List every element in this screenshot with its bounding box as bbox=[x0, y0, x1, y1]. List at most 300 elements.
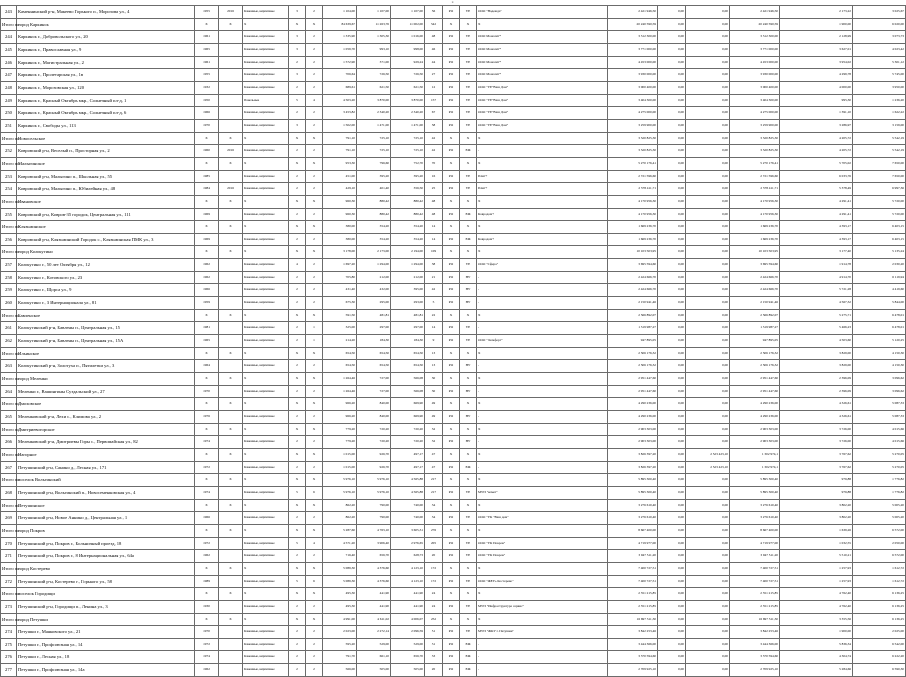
table-cell: 1 471,00 bbox=[391, 119, 425, 132]
table-cell: 4 453 000,00 bbox=[730, 56, 780, 69]
table-cell: 268 bbox=[1, 486, 17, 499]
table-cell: Х bbox=[306, 588, 323, 601]
table-cell: 3 453,82 bbox=[323, 107, 357, 120]
table-cell: 481,81 bbox=[391, 309, 425, 322]
table-cell: 10 103 503,95 bbox=[608, 246, 658, 259]
table-cell: 2 bbox=[289, 297, 306, 310]
table-cell: 4 762,40 bbox=[780, 600, 853, 613]
table-cell: 5 bbox=[289, 537, 306, 550]
table-cell: 42 bbox=[425, 132, 443, 145]
table-cell: 2 523 423,10 bbox=[686, 461, 730, 474]
table-cell: Х bbox=[306, 562, 323, 575]
table-cell: Х bbox=[219, 373, 243, 386]
table-cell: 926,70 bbox=[357, 448, 391, 461]
table-cell: Х bbox=[306, 499, 323, 512]
table-cell: 14 bbox=[425, 221, 443, 234]
table-cell: 0,00 bbox=[686, 613, 730, 626]
table-cell: Нагорное bbox=[17, 448, 195, 461]
table-cell: 0,00 bbox=[686, 588, 730, 601]
table-cell: 5 270,05 bbox=[853, 461, 906, 474]
table-cell: 0,00 bbox=[686, 284, 730, 297]
table-cell: поселок Городищи bbox=[17, 588, 195, 601]
table-cell: 34 bbox=[425, 512, 443, 525]
table-cell: 257 bbox=[1, 259, 17, 272]
table-cell: РО bbox=[443, 56, 460, 69]
table-cell: ООО "УК Покров" bbox=[477, 550, 608, 563]
table-cell: 0,00 bbox=[658, 170, 686, 183]
subtotal-row bbox=[1, 309, 906, 322]
table-cell: НУ bbox=[460, 271, 477, 284]
table-cell: Х bbox=[289, 221, 306, 234]
table-cell bbox=[219, 638, 243, 651]
table-cell: 3 842 253,46 bbox=[608, 626, 658, 639]
table-cell: 4 762,40 bbox=[780, 588, 853, 601]
table-row bbox=[1, 436, 906, 449]
table-cell: 2 bbox=[306, 284, 323, 297]
table-cell: Петушки г., Лесная ул., 18 bbox=[17, 651, 195, 664]
table-cell: Х bbox=[306, 246, 323, 259]
table-row bbox=[1, 486, 906, 499]
table-cell: 1 bbox=[306, 335, 323, 348]
table-cell: НУ bbox=[460, 411, 477, 424]
table-cell: 3 726,00 bbox=[780, 423, 853, 436]
table-cell: 5 721,28 bbox=[780, 284, 853, 297]
table-cell: 295,00 bbox=[357, 297, 391, 310]
table-cell: Каменные, кирпичные bbox=[243, 284, 289, 297]
table-cell: 0,00 bbox=[686, 600, 730, 613]
table-cell: 4 419,60 bbox=[853, 284, 906, 297]
table-cell: 2 bbox=[289, 107, 306, 120]
table-cell: 2 721 596,60 bbox=[608, 170, 658, 183]
table-cell: Х bbox=[219, 347, 243, 360]
table-cell: УЕ bbox=[460, 107, 477, 120]
table-cell: 2 bbox=[306, 638, 323, 651]
table-cell: Х bbox=[460, 613, 477, 626]
table-cell: 2 bbox=[289, 183, 306, 196]
table-cell: 3 870,00 bbox=[357, 94, 391, 107]
table-cell: Х bbox=[243, 221, 289, 234]
table-body bbox=[1, 6, 906, 677]
table-cell: 0,00 bbox=[658, 221, 686, 234]
table-cell: 1955 bbox=[195, 69, 219, 82]
table-cell: 70 bbox=[425, 157, 443, 170]
table-cell: 16 697 311,30 bbox=[608, 613, 658, 626]
table-cell: РО bbox=[443, 6, 460, 19]
table-cell: 0,00 bbox=[686, 322, 730, 335]
table-cell: 2 903 303,00 bbox=[730, 436, 780, 449]
table-cell: Каменные, кирпичные bbox=[243, 233, 289, 246]
table-cell: 4 290 236,00 bbox=[608, 411, 658, 424]
table-cell: 2 506 176,32 bbox=[608, 347, 658, 360]
table-cell bbox=[219, 56, 243, 69]
table-cell: РО bbox=[443, 550, 460, 563]
table-cell: 654,50 bbox=[357, 360, 391, 373]
table-cell: Каменные, кирпичные bbox=[243, 69, 289, 82]
table-cell: 3 000 400,00 bbox=[608, 81, 658, 94]
table-cell: 2 bbox=[289, 651, 306, 664]
table-cell: Кольчугинский р-н, Золотуха п., Пятилетки ул., 3 bbox=[17, 360, 195, 373]
table-cell: Х bbox=[306, 474, 323, 487]
table-cell: город Каркинск bbox=[17, 18, 195, 31]
table-cell: 0,00 bbox=[686, 81, 730, 94]
table-cell: 0,00 bbox=[686, 69, 730, 82]
table-cell: 725,10 bbox=[357, 132, 391, 145]
table-cell: Итого по bbox=[1, 246, 17, 259]
table-cell: УЕ bbox=[460, 537, 477, 550]
table-cell: Х bbox=[306, 195, 323, 208]
table-cell: 3 695 594,60 bbox=[730, 259, 780, 272]
table-cell: Каменные, кирпичные bbox=[243, 259, 289, 272]
table-cell: Каменные, кирпичные bbox=[243, 145, 289, 158]
table-cell: Х bbox=[243, 474, 289, 487]
table-cell: 5 284,66 bbox=[780, 664, 853, 677]
table-cell: 2 bbox=[306, 43, 323, 56]
table-cell: 217 bbox=[425, 474, 443, 487]
table-cell: Х bbox=[306, 132, 323, 145]
table-cell: 2 bbox=[289, 322, 306, 335]
table-cell: 270 bbox=[1, 537, 17, 550]
table-cell: 621,50 bbox=[357, 81, 391, 94]
table-cell: 0,00 bbox=[686, 271, 730, 284]
table-cell bbox=[219, 119, 243, 132]
subtotal-row bbox=[1, 613, 906, 626]
table-cell: 250 bbox=[1, 107, 17, 120]
table-cell: 5 844,00 bbox=[853, 297, 906, 310]
table-cell: 5 510,21 bbox=[780, 550, 853, 563]
table-cell: Х bbox=[195, 588, 219, 601]
table-cell: 0,00 bbox=[658, 474, 686, 487]
table-cell: 0,00 bbox=[658, 398, 686, 411]
table-cell: 7 650,00 bbox=[853, 157, 906, 170]
table-cell: 1969 bbox=[195, 208, 219, 221]
table-cell: Кольчугино г., 3 Интернационала ул., 81 bbox=[17, 297, 195, 310]
table-cell: 706,64 bbox=[323, 69, 357, 82]
table-cell: 2 bbox=[306, 664, 323, 677]
table-cell: 251 bbox=[1, 119, 17, 132]
table-cell: 212,00 bbox=[391, 271, 425, 284]
table-cell: - bbox=[477, 664, 608, 677]
table-cell: 1 669 236,70 bbox=[730, 221, 780, 234]
table-cell bbox=[219, 208, 243, 221]
table-cell: 5 bbox=[289, 575, 306, 588]
table-cell: Х bbox=[460, 499, 477, 512]
table-cell: 1 016,00 bbox=[391, 31, 425, 44]
table-cell: 6 136,25 bbox=[853, 613, 906, 626]
table-cell: 4 150,30 bbox=[853, 360, 906, 373]
table-cell: Х bbox=[243, 309, 289, 322]
table-cell: Х bbox=[460, 132, 477, 145]
table-cell: Х bbox=[243, 448, 289, 461]
table-cell: 947 895,05 bbox=[730, 335, 780, 348]
table-cell: Х bbox=[219, 132, 243, 145]
table-cell: 3 826 397,20 bbox=[608, 461, 658, 474]
table-cell: 2 951 447,60 bbox=[608, 385, 658, 398]
table-row bbox=[1, 322, 906, 335]
table-cell: Х bbox=[243, 18, 289, 31]
table-cell: 48 bbox=[425, 208, 443, 221]
table-cell bbox=[219, 271, 243, 284]
table-cell: УЕ bbox=[460, 94, 477, 107]
table-cell: 2 396,09 bbox=[780, 385, 853, 398]
table-cell: Х bbox=[289, 588, 306, 601]
table-cell: 2 bbox=[306, 411, 323, 424]
table-cell: 1 302 974,1 bbox=[730, 448, 780, 461]
table-cell: 205 bbox=[425, 537, 443, 550]
table-cell: 6 136,25 bbox=[853, 600, 906, 613]
table-cell: 2 bbox=[289, 461, 306, 474]
table-cell bbox=[219, 360, 243, 373]
table-cell: 6 572,00 bbox=[853, 550, 906, 563]
table-cell bbox=[219, 94, 243, 107]
table-cell: 5 542,19 bbox=[853, 145, 906, 158]
table-cell: МУП "ЖКУ г. Петушки" bbox=[477, 626, 608, 639]
table-cell bbox=[219, 664, 243, 677]
table-cell: УЕ bbox=[460, 183, 477, 196]
table-cell: Х bbox=[477, 448, 608, 461]
table-cell: 8 667 400,00 bbox=[608, 524, 658, 537]
table-cell: 529,00 bbox=[391, 638, 425, 651]
table-cell: 20 bbox=[425, 550, 443, 563]
table-cell bbox=[219, 600, 243, 613]
table-cell: 0,00 bbox=[658, 588, 686, 601]
table-cell: 840,00 bbox=[357, 398, 391, 411]
table-cell: 5 705,02 bbox=[780, 157, 853, 170]
table-cell: Каменные, кирпичные bbox=[243, 360, 289, 373]
table-cell: 246 bbox=[1, 56, 17, 69]
table-cell: 4 719 977,00 bbox=[608, 537, 658, 550]
table-cell: 16 bbox=[425, 170, 443, 183]
table-cell: 0,00 bbox=[658, 486, 686, 499]
table-cell: Каркинск г., Морозовская ул., 120 bbox=[17, 81, 195, 94]
table-cell: 862,20 bbox=[323, 499, 357, 512]
table-cell: Каменные, кирпичные bbox=[243, 638, 289, 651]
table-cell: 1 335,90 bbox=[323, 31, 357, 44]
table-cell: 46 bbox=[425, 43, 443, 56]
table-cell: 1 502,00 bbox=[323, 119, 357, 132]
table-cell: 354,20 bbox=[357, 233, 391, 246]
table-cell: 4 991,00 bbox=[323, 613, 357, 626]
table-cell: 248 bbox=[1, 81, 17, 94]
table-cell: 0,00 bbox=[658, 436, 686, 449]
table-cell: 0,00 bbox=[686, 651, 730, 664]
table-cell: Х bbox=[443, 588, 460, 601]
table-cell: 67 bbox=[425, 107, 443, 120]
table-cell: 1966 bbox=[195, 284, 219, 297]
table-cell: Х bbox=[460, 195, 477, 208]
table-cell: 2 340,20 bbox=[391, 107, 425, 120]
table-row bbox=[1, 145, 906, 158]
table-cell: Х bbox=[460, 18, 477, 31]
table-cell: 953,30 bbox=[323, 157, 357, 170]
table-cell: 5 895 300,40 bbox=[730, 486, 780, 499]
table-cell: 2 bbox=[306, 31, 323, 44]
table-cell: 960,30 bbox=[323, 195, 357, 208]
table-cell: Каменные, кирпичные bbox=[243, 81, 289, 94]
table-cell: Х bbox=[195, 524, 219, 537]
table-cell: Х bbox=[306, 524, 323, 537]
table-cell: Х bbox=[243, 246, 289, 259]
table-cell: Х bbox=[306, 448, 323, 461]
table-cell bbox=[219, 575, 243, 588]
table-cell: УЕ bbox=[460, 119, 477, 132]
table-cell: Х bbox=[443, 195, 460, 208]
table-cell: 2 030,20 bbox=[853, 259, 906, 272]
table-cell bbox=[219, 411, 243, 424]
table-cell: 0,00 bbox=[686, 347, 730, 360]
table-cell: Х bbox=[306, 373, 323, 386]
table-cell: 1970 bbox=[195, 119, 219, 132]
table-cell: 654,50 bbox=[357, 347, 391, 360]
table-cell: - bbox=[477, 297, 608, 310]
table-cell: 1 236,20 bbox=[853, 94, 906, 107]
table-cell: 3 771 000,00 bbox=[730, 43, 780, 56]
table-cell: РО bbox=[443, 208, 460, 221]
table-cell: Х bbox=[460, 448, 477, 461]
table-cell: Х bbox=[219, 398, 243, 411]
subtotal-row bbox=[1, 398, 906, 411]
table-cell: 3 312 300,00 bbox=[730, 31, 780, 44]
table-cell: Каркинск г., Магистральная ул., 2 bbox=[17, 56, 195, 69]
table-cell: Х bbox=[243, 423, 289, 436]
table-cell: 6 572,00 bbox=[853, 524, 906, 537]
table-cell: 0,00 bbox=[658, 550, 686, 563]
subtotal-row bbox=[1, 474, 906, 487]
table-cell: 2 721 596,60 bbox=[730, 170, 780, 183]
table-cell: 1 612,72 bbox=[853, 562, 906, 575]
table-cell bbox=[219, 512, 243, 525]
table-cell: Итого по bbox=[1, 132, 17, 145]
table-cell: 2 bbox=[306, 550, 323, 563]
table-cell: Х bbox=[443, 474, 460, 487]
table-cell: Каменные, кирпичные bbox=[243, 461, 289, 474]
table-cell: Х bbox=[460, 347, 477, 360]
table-cell: РО bbox=[443, 31, 460, 44]
table-cell: 3 947 511,20 bbox=[730, 550, 780, 563]
table-cell: 266 bbox=[1, 436, 17, 449]
table-cell: Каменные, кирпичные bbox=[243, 6, 289, 19]
table-cell: ООО Монолит* bbox=[477, 43, 608, 56]
table-cell: 995,30 bbox=[780, 94, 853, 107]
table-cell: Х bbox=[477, 423, 608, 436]
table-cell: 56 bbox=[425, 6, 443, 19]
table-cell: Каменные, кирпичные bbox=[243, 322, 289, 335]
table-cell: Плит+ bbox=[477, 183, 608, 196]
table-cell: 2 bbox=[306, 385, 323, 398]
table-cell: 255 bbox=[1, 208, 17, 221]
table-cell: Х bbox=[443, 373, 460, 386]
table-cell: РО bbox=[443, 651, 460, 664]
table-cell: 4 015,66 bbox=[853, 423, 906, 436]
table-cell: 1 015,00 bbox=[323, 448, 357, 461]
table-cell: 1 669 236,70 bbox=[730, 233, 780, 246]
table-cell: 2 bbox=[306, 271, 323, 284]
table-cell: 1 264,46 bbox=[323, 373, 357, 386]
table-cell: 20 240 590,59 bbox=[730, 18, 780, 31]
table-cell: 4 205,72 bbox=[780, 145, 853, 158]
table-cell: Ковродом+ bbox=[477, 233, 608, 246]
table-cell: Итого по bbox=[1, 373, 17, 386]
table-cell: 0,00 bbox=[686, 170, 730, 183]
table-cell: Каменные, кирпичные bbox=[243, 486, 289, 499]
table-cell: 3 726,00 bbox=[780, 436, 853, 449]
table-row bbox=[1, 335, 906, 348]
table-cell: Петушки г., Маяковского ул., 21 bbox=[17, 626, 195, 639]
table-cell: 976,88 bbox=[780, 486, 853, 499]
table-cell: РО bbox=[443, 297, 460, 310]
table-cell: 2 bbox=[289, 385, 306, 398]
table-cell: Итого по bbox=[1, 499, 17, 512]
table-cell: Х bbox=[243, 524, 289, 537]
table-cell: 5 976,10 bbox=[323, 474, 357, 487]
table-cell: 1 622,22 bbox=[853, 107, 906, 120]
table-cell: 51 bbox=[425, 626, 443, 639]
table-cell: 0,00 bbox=[658, 246, 686, 259]
table-cell: 1972 bbox=[195, 461, 219, 474]
table-cell: 727,00 bbox=[357, 373, 391, 386]
table-cell: - bbox=[477, 638, 608, 651]
table-cell: РО bbox=[443, 145, 460, 158]
table-cell: 2 bbox=[306, 233, 323, 246]
table-cell: Бавленское bbox=[17, 309, 195, 322]
table-cell: 4 123,10 bbox=[391, 562, 425, 575]
table-cell: МУП "Инфраструктура сервис" bbox=[477, 600, 608, 613]
table-cell: 0,00 bbox=[686, 119, 730, 132]
table-cell: 3 767,62 bbox=[780, 448, 853, 461]
table-cell: 0,00 bbox=[658, 613, 686, 626]
table-cell: 0,00 bbox=[658, 461, 686, 474]
table-row bbox=[1, 43, 906, 56]
table-cell: 4 170 956,30 bbox=[608, 195, 658, 208]
table-cell: Петушки г., Профсоюзная ул., 14 bbox=[17, 638, 195, 651]
table-cell: 1 bbox=[306, 322, 323, 335]
table-cell: УЕ bbox=[460, 170, 477, 183]
table-cell: 3 bbox=[289, 31, 306, 44]
table-cell: 6 478,01 bbox=[853, 322, 906, 335]
table-row bbox=[1, 170, 906, 183]
table-cell: 263 bbox=[1, 360, 17, 373]
table-cell: УЕ bbox=[460, 6, 477, 19]
table-cell: РО bbox=[443, 271, 460, 284]
table-cell: УЕ bbox=[460, 322, 477, 335]
subtotal-row bbox=[1, 562, 906, 575]
table-cell bbox=[219, 322, 243, 335]
table-cell: Х bbox=[219, 246, 243, 259]
table-cell: Х bbox=[289, 613, 306, 626]
table-cell: 5 745,00 bbox=[853, 69, 906, 82]
table-cell: УЕ bbox=[460, 56, 477, 69]
table-cell: 48 bbox=[425, 31, 443, 44]
table-cell: 654,50 bbox=[391, 347, 425, 360]
table-cell: 2 709 925,10 bbox=[730, 664, 780, 677]
table-cell: 3 312 300,00 bbox=[608, 31, 658, 44]
table-cell: 779,20 bbox=[323, 423, 357, 436]
table-cell: поселок Вольгинский bbox=[17, 474, 195, 487]
table-cell: Х bbox=[306, 398, 323, 411]
table-cell: 2 bbox=[289, 56, 306, 69]
table-cell: 429,10 bbox=[323, 183, 357, 196]
table-cell: 1976 bbox=[195, 411, 219, 424]
table-cell: 0,00 bbox=[658, 347, 686, 360]
table-cell: 4 376,60 bbox=[357, 575, 391, 588]
table-cell: город Петушки bbox=[17, 613, 195, 626]
table-cell: 4 393,17 bbox=[780, 233, 853, 246]
table-cell: ООО Монолит* bbox=[477, 69, 608, 82]
table-cell: РО bbox=[443, 335, 460, 348]
table-cell: Ковровский р-н, Малыгино п., Школьная ул., 55 bbox=[17, 170, 195, 183]
table-cell: 1959 bbox=[195, 297, 219, 310]
table-cell: 6 136,25 bbox=[853, 588, 906, 601]
table-cell: 5 270 176,41 bbox=[730, 157, 780, 170]
